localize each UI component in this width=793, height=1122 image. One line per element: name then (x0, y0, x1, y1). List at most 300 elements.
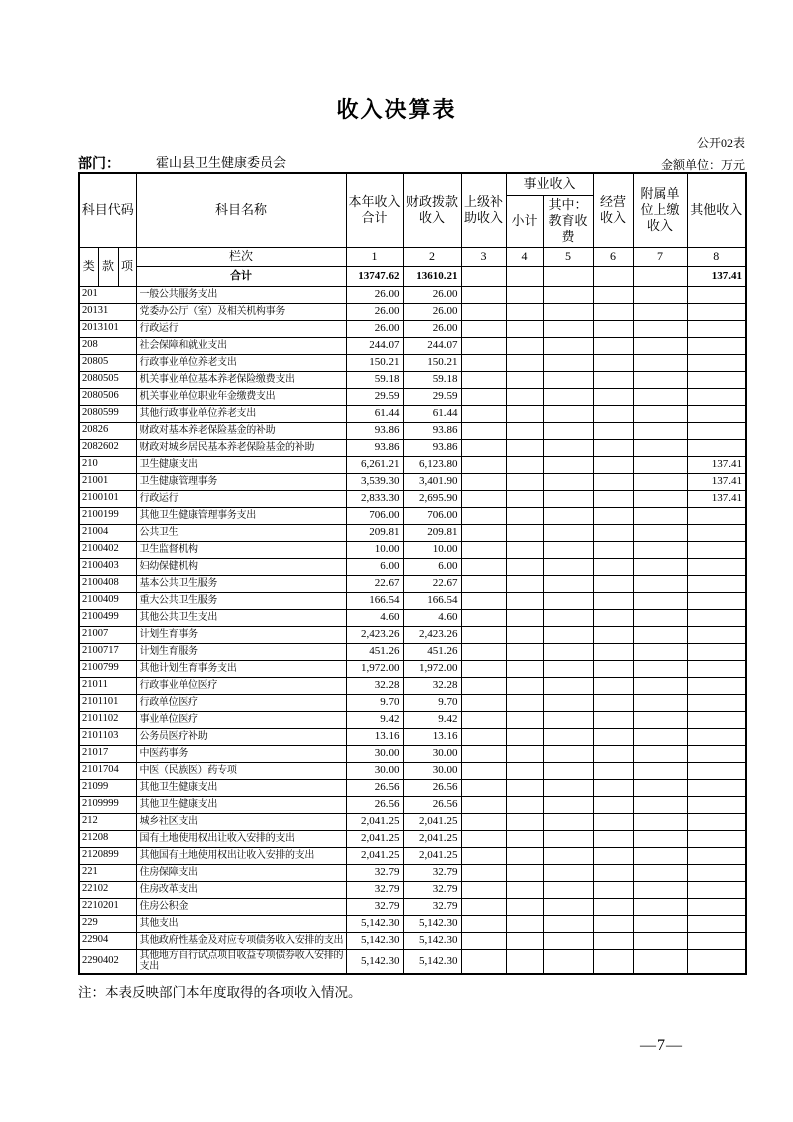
subject-code-cell: 2101704 (79, 762, 136, 779)
value-cell (633, 864, 687, 881)
value-cell (543, 643, 593, 660)
table-row (79, 694, 746, 711)
value-cell: 26.56 (346, 779, 403, 796)
value-cell (461, 507, 506, 524)
value-cell (593, 575, 633, 592)
subject-code-cell: 21099 (79, 779, 136, 796)
total-value: 13747.62 (346, 266, 403, 286)
value-cell (593, 541, 633, 558)
subject-name-cell: 行政事业单位养老支出 (136, 354, 346, 371)
value-cell: 5,142.30 (346, 949, 403, 974)
subject-name-cell: 计划生育服务 (136, 643, 346, 660)
table-row (79, 864, 746, 881)
value-cell (687, 830, 746, 847)
value-cell (543, 609, 593, 626)
value-cell (593, 490, 633, 507)
col-header-year-total: 本年收入合计 (346, 173, 403, 247)
subject-name-cell: 中医（民族医）药专项 (136, 762, 346, 779)
col-header-education-fee: 其中：教育收费 (543, 195, 593, 247)
value-cell (593, 694, 633, 711)
rank-label: 栏次 (136, 247, 346, 266)
value-cell (461, 711, 506, 728)
value-cell (461, 677, 506, 694)
value-cell: 451.26 (403, 643, 461, 660)
subject-name-cell: 行政单位医疗 (136, 694, 346, 711)
value-cell: 29.59 (403, 388, 461, 405)
value-cell (506, 864, 543, 881)
value-cell: 1,972.00 (403, 660, 461, 677)
value-cell (593, 813, 633, 830)
value-cell: 32.79 (346, 898, 403, 915)
value-cell (543, 830, 593, 847)
value-cell (593, 898, 633, 915)
value-cell (506, 456, 543, 473)
value-cell (593, 626, 633, 643)
value-cell (687, 796, 746, 813)
col-header-business-subtotal: 小计 (506, 195, 543, 247)
total-value (461, 266, 506, 286)
value-cell (593, 881, 633, 898)
value-cell (543, 524, 593, 541)
subject-code-cell: 2101101 (79, 694, 136, 711)
value-cell (543, 592, 593, 609)
value-cell (461, 898, 506, 915)
value-cell: 150.21 (403, 354, 461, 371)
table-row (79, 575, 746, 592)
value-cell (543, 813, 593, 830)
header-row-top (79, 173, 746, 195)
value-cell: 3,539.30 (346, 473, 403, 490)
department-label: 部门： (78, 157, 120, 172)
value-cell: 32.79 (403, 864, 461, 881)
value-cell (506, 388, 543, 405)
value-cell (593, 762, 633, 779)
subject-code-cell: 221 (79, 864, 136, 881)
value-cell: 1,972.00 (346, 660, 403, 677)
value-cell (543, 762, 593, 779)
subject-code-cell: 210 (79, 456, 136, 473)
value-cell (461, 541, 506, 558)
value-cell (633, 830, 687, 847)
value-cell: 26.00 (403, 303, 461, 320)
subject-name-cell: 行政运行 (136, 490, 346, 507)
col-header-superior-subsidy: 上级补助收入 (461, 173, 506, 247)
table-row (79, 507, 746, 524)
subject-code-cell: 2101102 (79, 711, 136, 728)
value-cell (506, 371, 543, 388)
value-cell (543, 779, 593, 796)
value-cell (633, 439, 687, 456)
value-cell (543, 303, 593, 320)
value-cell (633, 405, 687, 422)
value-cell (543, 949, 593, 974)
table-row (79, 405, 746, 422)
subject-code-cell: 2080505 (79, 371, 136, 388)
table-row (79, 354, 746, 371)
value-cell (633, 898, 687, 915)
value-cell (633, 796, 687, 813)
col-header-business-income-group: 事业收入 (506, 173, 593, 195)
value-cell (633, 422, 687, 439)
value-cell (461, 830, 506, 847)
table-row (79, 813, 746, 830)
value-cell (506, 949, 543, 974)
value-cell: 26.00 (403, 286, 461, 303)
value-cell (593, 915, 633, 932)
table-row (79, 439, 746, 456)
table-row (79, 320, 746, 337)
value-cell: 13.16 (346, 728, 403, 745)
value-cell (506, 813, 543, 830)
value-cell (543, 745, 593, 762)
value-cell (687, 643, 746, 660)
value-cell (543, 405, 593, 422)
subject-name-cell: 其他公共卫生支出 (136, 609, 346, 626)
subject-name-cell: 卫生健康支出 (136, 456, 346, 473)
table-row (79, 337, 746, 354)
value-cell (543, 864, 593, 881)
value-cell (687, 881, 746, 898)
value-cell (506, 898, 543, 915)
value-cell (633, 711, 687, 728)
col-header-affiliated-income: 附属单位上缴收入 (633, 173, 687, 247)
subject-code-cell: 2101103 (79, 728, 136, 745)
subject-code-cell: 21208 (79, 830, 136, 847)
rank-number: 7 (633, 247, 687, 266)
value-cell: 244.07 (403, 337, 461, 354)
subject-code-cell: 2100409 (79, 592, 136, 609)
value-cell (593, 745, 633, 762)
rank-number: 8 (687, 247, 746, 266)
value-cell: 26.56 (403, 796, 461, 813)
value-cell: 26.00 (403, 320, 461, 337)
subject-name-cell: 行政运行 (136, 320, 346, 337)
value-cell: 4.60 (403, 609, 461, 626)
income-table (78, 172, 747, 975)
value-cell (461, 762, 506, 779)
subject-code-cell: 20805 (79, 354, 136, 371)
value-cell: 26.56 (403, 779, 461, 796)
value-cell (506, 728, 543, 745)
value-cell (633, 303, 687, 320)
value-cell (506, 354, 543, 371)
code-sub-class: 类 (79, 247, 98, 286)
value-cell (633, 745, 687, 762)
value-cell (461, 439, 506, 456)
table-row (79, 286, 746, 303)
table-row (79, 609, 746, 626)
value-cell (687, 422, 746, 439)
value-cell (543, 660, 593, 677)
table-row (79, 592, 746, 609)
value-cell: 2,041.25 (346, 813, 403, 830)
value-cell (543, 388, 593, 405)
value-cell: 13.16 (403, 728, 461, 745)
value-cell (461, 456, 506, 473)
value-cell (687, 745, 746, 762)
value-cell (593, 864, 633, 881)
subject-name-cell: 住房保障支出 (136, 864, 346, 881)
value-cell (593, 456, 633, 473)
value-cell (461, 320, 506, 337)
value-cell (593, 796, 633, 813)
value-cell (506, 609, 543, 626)
value-cell (633, 847, 687, 864)
subject-code-cell: 2082602 (79, 439, 136, 456)
value-cell (461, 405, 506, 422)
value-cell (543, 915, 593, 932)
value-cell (543, 932, 593, 949)
value-cell (461, 728, 506, 745)
value-cell: 26.00 (346, 320, 403, 337)
value-cell: 5,142.30 (403, 915, 461, 932)
value-cell (687, 711, 746, 728)
value-cell (543, 694, 593, 711)
value-cell: 26.56 (346, 796, 403, 813)
value-cell (687, 762, 746, 779)
value-cell: 32.79 (346, 881, 403, 898)
value-cell: 32.79 (403, 881, 461, 898)
value-cell (593, 830, 633, 847)
value-cell (506, 473, 543, 490)
table-row (79, 796, 746, 813)
value-cell (506, 694, 543, 711)
subject-code-cell: 22904 (79, 932, 136, 949)
value-cell: 166.54 (346, 592, 403, 609)
subject-code-cell: 2290402 (79, 949, 136, 974)
subject-code-cell: 21001 (79, 473, 136, 490)
table-row (79, 728, 746, 745)
value-cell (633, 609, 687, 626)
value-cell: 32.79 (346, 864, 403, 881)
value-cell: 9.70 (403, 694, 461, 711)
value-cell (687, 286, 746, 303)
subject-name-cell: 其他支出 (136, 915, 346, 932)
value-cell: 2,423.26 (403, 626, 461, 643)
value-cell (687, 558, 746, 575)
value-cell: 93.86 (346, 439, 403, 456)
subject-code-cell: 2100403 (79, 558, 136, 575)
subject-name-cell: 计划生育事务 (136, 626, 346, 643)
value-cell (506, 320, 543, 337)
value-cell: 59.18 (403, 371, 461, 388)
rank-number: 5 (543, 247, 593, 266)
value-cell (506, 643, 543, 660)
value-cell (543, 286, 593, 303)
value-cell (593, 337, 633, 354)
value-cell: 5,142.30 (403, 949, 461, 974)
value-cell (506, 592, 543, 609)
value-cell (633, 388, 687, 405)
value-cell: 166.54 (403, 592, 461, 609)
value-cell (461, 932, 506, 949)
footnote: 注：本表反映部门本年度取得的各项收入情况。 (78, 985, 362, 1000)
table-row (79, 915, 746, 932)
value-cell (461, 371, 506, 388)
value-cell (633, 524, 687, 541)
value-cell (461, 337, 506, 354)
subject-code-cell: 20826 (79, 422, 136, 439)
table-row (79, 422, 746, 439)
table-row (79, 626, 746, 643)
total-value (506, 266, 543, 286)
value-cell (593, 439, 633, 456)
subject-code-cell: 21004 (79, 524, 136, 541)
table-header (79, 173, 746, 247)
value-cell (461, 286, 506, 303)
subject-name-cell: 事业单位医疗 (136, 711, 346, 728)
value-cell (543, 541, 593, 558)
value-cell (593, 303, 633, 320)
value-cell (593, 609, 633, 626)
subject-code-cell: 2080599 (79, 405, 136, 422)
value-cell (633, 473, 687, 490)
value-cell (633, 558, 687, 575)
value-cell: 30.00 (403, 762, 461, 779)
total-value (633, 266, 687, 286)
value-cell: 137.41 (687, 456, 746, 473)
value-cell (543, 711, 593, 728)
table-body (79, 286, 746, 974)
value-cell (543, 507, 593, 524)
table-row (79, 456, 746, 473)
subject-name-cell: 其他卫生健康管理事务支出 (136, 507, 346, 524)
value-cell (593, 728, 633, 745)
value-cell (633, 354, 687, 371)
value-cell (687, 541, 746, 558)
subject-code-cell: 201 (79, 286, 136, 303)
value-cell: 59.18 (346, 371, 403, 388)
value-cell (543, 473, 593, 490)
value-cell (687, 303, 746, 320)
value-cell (633, 371, 687, 388)
value-cell: 706.00 (346, 507, 403, 524)
value-cell (506, 626, 543, 643)
value-cell: 2,041.25 (346, 830, 403, 847)
table-row (79, 949, 746, 974)
value-cell (506, 439, 543, 456)
value-cell (506, 490, 543, 507)
value-cell (593, 371, 633, 388)
value-cell: 137.41 (687, 490, 746, 507)
value-cell (506, 422, 543, 439)
value-cell: 6.00 (403, 558, 461, 575)
value-cell (506, 830, 543, 847)
col-header-subject-code: 科目代码 (79, 173, 136, 247)
value-cell (506, 286, 543, 303)
value-cell (506, 507, 543, 524)
value-cell: 209.81 (346, 524, 403, 541)
value-cell (461, 915, 506, 932)
subject-name-cell: 重大公共卫生服务 (136, 592, 346, 609)
value-cell (543, 490, 593, 507)
subject-name-cell: 住房公积金 (136, 898, 346, 915)
value-cell (633, 932, 687, 949)
value-cell (687, 915, 746, 932)
table-row (79, 762, 746, 779)
value-cell: 2,041.25 (403, 847, 461, 864)
value-cell: 2,423.26 (346, 626, 403, 643)
subject-code-cell: 2210201 (79, 898, 136, 915)
value-cell (593, 388, 633, 405)
value-cell (593, 711, 633, 728)
value-cell (687, 592, 746, 609)
value-cell (506, 881, 543, 898)
rank-number: 6 (593, 247, 633, 266)
value-cell (543, 575, 593, 592)
value-cell (461, 303, 506, 320)
value-cell (633, 915, 687, 932)
value-cell (543, 456, 593, 473)
subject-code-cell: 20131 (79, 303, 136, 320)
value-cell (687, 405, 746, 422)
value-cell (543, 881, 593, 898)
value-cell (687, 626, 746, 643)
value-cell: 209.81 (403, 524, 461, 541)
value-cell (506, 745, 543, 762)
table-row (79, 881, 746, 898)
value-cell (461, 643, 506, 660)
form-code-label: 公开02表 (696, 136, 745, 150)
value-cell (687, 677, 746, 694)
value-cell (461, 745, 506, 762)
subject-name-cell: 中医药事务 (136, 745, 346, 762)
meta-line (78, 152, 745, 173)
value-cell (633, 541, 687, 558)
value-cell (687, 320, 746, 337)
value-cell (633, 643, 687, 660)
value-cell: 5,142.30 (403, 932, 461, 949)
rank-row (79, 247, 746, 266)
value-cell (506, 796, 543, 813)
value-cell (543, 422, 593, 439)
value-cell (461, 609, 506, 626)
value-cell (461, 473, 506, 490)
rank-number: 3 (461, 247, 506, 266)
value-cell (687, 864, 746, 881)
rank-number: 4 (506, 247, 543, 266)
page-number: —7— (640, 1037, 683, 1054)
value-cell (506, 762, 543, 779)
value-cell (687, 813, 746, 830)
subject-code-cell: 2100101 (79, 490, 136, 507)
value-cell (461, 949, 506, 974)
value-cell: 30.00 (403, 745, 461, 762)
rank-number: 1 (346, 247, 403, 266)
value-cell: 61.44 (403, 405, 461, 422)
value-cell (633, 728, 687, 745)
value-cell (506, 915, 543, 932)
value-cell (633, 592, 687, 609)
subject-name-cell: 城乡社区支出 (136, 813, 346, 830)
value-cell (506, 677, 543, 694)
value-cell (687, 847, 746, 864)
value-cell (687, 575, 746, 592)
value-cell (506, 337, 543, 354)
value-cell (506, 303, 543, 320)
value-cell (461, 575, 506, 592)
value-cell (506, 405, 543, 422)
subject-code-cell: 212 (79, 813, 136, 830)
value-cell (633, 575, 687, 592)
value-cell: 3,401.90 (403, 473, 461, 490)
subject-code-cell: 2109999 (79, 796, 136, 813)
value-cell: 93.86 (403, 439, 461, 456)
value-cell (461, 524, 506, 541)
value-cell (461, 388, 506, 405)
col-header-fiscal-appropriation: 财政拨款收入 (403, 173, 461, 247)
value-cell (687, 507, 746, 524)
